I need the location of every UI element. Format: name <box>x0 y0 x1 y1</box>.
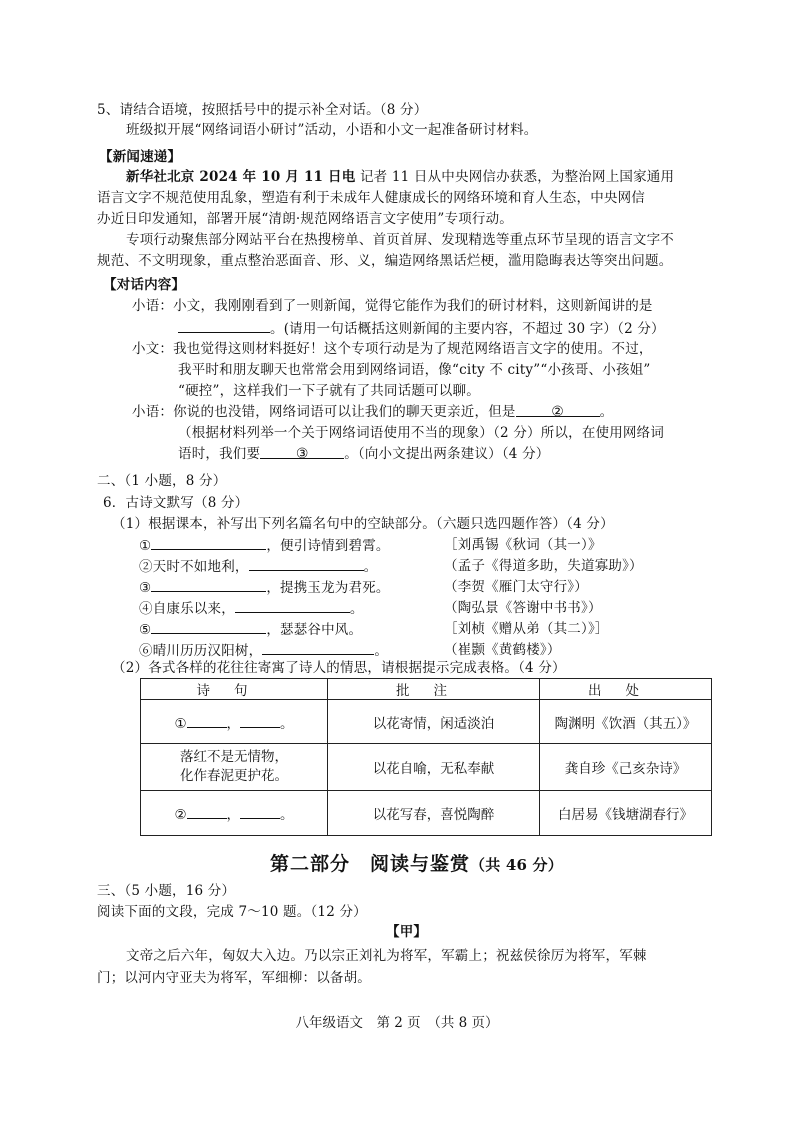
recite-source-3: （李贺《雁门太守行》） <box>444 579 588 595</box>
dialog-xiaoyu-1b-text: 。(请用一句话概括这则新闻的主要内容，不超过 30 字）（2 分） <box>270 321 665 337</box>
recite-source-5: ［刘桢《赠从弟（其二）》］ <box>444 621 609 637</box>
news-header: 【新闻速递】 <box>99 149 182 165</box>
news-line-1 <box>126 167 674 187</box>
note-cell: 以花写春，喜悦陶醉 <box>328 791 540 836</box>
q5-intro: 班级拟开展“网络词语小研讨”活动，小语和小文一起准备研讨材料。 <box>126 122 538 138</box>
page-footer: 八年级语文 第 2 页 （共 8 页） <box>295 1015 499 1031</box>
part-2-title: 第二部分 阅读与鉴赏 <box>270 853 471 875</box>
q5-title: 5、请结合语境，按照括号中的提示补全对话。（8 分） <box>97 102 428 118</box>
section-2-title: 二、（1 小题，8 分） <box>97 473 227 489</box>
recite-item-5 <box>139 619 362 640</box>
table-header-row <box>141 679 712 700</box>
item-text: 天时不如地利， <box>152 559 249 575</box>
table-row <box>141 700 712 744</box>
poem-sep: ， <box>226 715 241 732</box>
dialog-xiaoyu-2d-text: 。（向小文提出两条建议）（4 分） <box>344 446 550 462</box>
source-cell: 白居易《钱塘湖春行》 <box>540 791 712 836</box>
item-text-end: 。 <box>363 559 378 575</box>
note-cell: 以花自喻，无私奉献 <box>328 744 540 791</box>
recite-source-6: （崔颢《黄鹤楼》） <box>444 642 561 658</box>
news-lead: 新华社北京 2024 年 10 月 11 日电 <box>126 169 356 185</box>
item-text-end: 。 <box>349 601 364 617</box>
news-text: 记者 11 日从中央网信办获悉，为整治网上国家通用 <box>355 169 675 185</box>
recite-blank-6[interactable] <box>262 640 374 655</box>
item-text: 晴川历历汉阳树， <box>152 643 263 659</box>
dialog-xiaoyu-2a-text: 小语：你说的也没错，网络词语可以让我们的聊天更亲近，但是 <box>132 404 516 420</box>
item-text: ，提携玉龙为君死。 <box>266 580 390 596</box>
part-2-heading <box>270 852 563 878</box>
answer-blank-3[interactable]: ③ <box>260 444 344 459</box>
q6-title: 6．古诗文默写（8 分） <box>103 495 249 511</box>
recite-source-2: （孟子《得道多助，失道寡助》） <box>444 558 643 574</box>
recite-blank-3[interactable] <box>151 577 266 592</box>
poem-cell <box>141 744 328 791</box>
poem-blank-2b[interactable] <box>240 804 280 819</box>
section-3-title: 三、（5 小题，16 分） <box>97 883 236 899</box>
recite-blank-4[interactable] <box>235 598 350 613</box>
item-number: ② <box>139 559 153 575</box>
header-note: 批注 <box>328 679 540 700</box>
recite-blank-1[interactable] <box>151 535 266 550</box>
dialog-xiaoyu-2c <box>178 444 549 464</box>
passage-line-1: 文帝之后六年，匈奴大入边。乃以宗正刘礼为将军，军霸上；祝兹侯徐厉为将军，军棘 <box>126 948 647 964</box>
header-poem: 诗句 <box>141 679 328 700</box>
table-row <box>141 791 712 836</box>
poem-blank-1a[interactable] <box>187 713 227 728</box>
dialog-xiaowen-c: “硬控”，这样我们一下子就有了共同话题可以聊。 <box>178 383 480 399</box>
poem-end: 。 <box>280 807 294 823</box>
news-line-5: 规范、不文明现象，重点整治恶面音、形、义，编造网络黑话烂梗，滥用隐晦表达等突出问题。 <box>97 253 673 269</box>
news-line-2: 语言文字不规范使用乱象，塑造有利于未成年人健康成长的网络环境和育人生态，中央网信 <box>97 190 645 206</box>
recite-source-1: ［刘禹锡《秋词（其一）》 <box>444 537 602 553</box>
poem-mark: ① <box>174 715 187 732</box>
recite-blank-2[interactable] <box>249 556 364 571</box>
poem-line-2: 化作春泥更护花。 <box>180 768 288 784</box>
table-row <box>141 744 712 791</box>
item-text: 自康乐以来， <box>152 601 235 617</box>
dialog-xiaoyu-2a <box>132 402 613 422</box>
news-line-3: 办近日印发通知，部署开展“清朗·规范网络语言文字使用”专项行动。 <box>97 211 513 227</box>
dialog-xiaoyu-2b: （根据材料列举一个关于网络词语使用不当的现象）（2 分）所以，在使用网络词 <box>178 425 665 441</box>
note-cell: 以花寄情，闲适淡泊 <box>328 700 540 744</box>
dialog-xiaoyu-2a-end: 。 <box>599 404 614 420</box>
poem-blank-2a[interactable] <box>187 804 227 819</box>
source-cell: 陶渊明《饮酒（其五）》 <box>540 700 712 744</box>
section-3-intro: 阅读下面的文段，完成 7～10 题。（12 分） <box>97 904 367 920</box>
item-number: ③ <box>139 580 152 596</box>
dialog-xiaowen-a: 小文：我也觉得这则材料挺好！这个专项行动是为了规范网络语言文字的使用。不过， <box>132 341 653 357</box>
answer-blank-2[interactable]: ② <box>516 402 600 417</box>
poem-blank-1b[interactable] <box>240 713 280 728</box>
recite-item-4 <box>139 598 364 619</box>
answer-blank-1[interactable] <box>178 318 270 333</box>
passage-line-2: 门；以河内守亚夫为将军，军细柳：以备胡。 <box>97 970 371 986</box>
item-text-end: 。 <box>374 643 389 659</box>
dialog-xiaoyu-1b <box>178 318 665 339</box>
recite-item-2 <box>139 556 377 577</box>
recite-blank-5[interactable] <box>151 619 266 634</box>
item-text: ，便引诗情到碧霄。 <box>266 538 390 554</box>
news-line-4: 专项行动聚焦部分网站平台在热搜榜单、首页首屏、发现精选等重点环节呈现的语言文字不 <box>126 232 674 248</box>
item-number: ⑥ <box>139 643 153 659</box>
source-cell: 龚自珍《己亥杂诗》 <box>540 744 712 791</box>
dialog-header: 【对话内容】 <box>103 277 186 293</box>
recite-item-3 <box>139 577 390 598</box>
item-number: ⑤ <box>139 622 152 638</box>
dialog-xiaowen-b: 我平时和朋友聊天也常常会用到网络词语，像“city 不 city”“小孩哥、小孩姐” <box>178 362 651 378</box>
item-text: ，瑟瑟谷中风。 <box>266 622 363 638</box>
part-2-score: （共 46 分） <box>470 856 563 874</box>
header-source: 出处 <box>540 679 712 700</box>
passage-jia-label: 【甲】 <box>386 924 428 940</box>
q6-part1: （1）根据课本，补写出下列名篇名句中的空缺部分。（六题只选四题作答）（4 分） <box>112 516 614 532</box>
item-number: ① <box>139 538 152 554</box>
poem-cell <box>141 700 328 744</box>
poem-cell <box>141 791 328 836</box>
q6-part2: （2）各式各样的花往往寄寓了诗人的情思，请根据提示完成表格。（4 分） <box>112 660 566 676</box>
poem-line-1: 落红不是无情物， <box>180 749 288 765</box>
dialog-xiaoyu-2c-text: 语时，我们要 <box>178 446 261 462</box>
item-number: ④ <box>139 601 153 617</box>
poem-end: 。 <box>280 715 294 732</box>
dialog-xiaoyu-1: 小语：小文，我刚刚看到了一则新闻，觉得它能作为我们的研讨材料，这则新闻讲的是 <box>132 298 653 314</box>
poem-mark: ② <box>174 807 187 823</box>
flower-poem-table <box>140 678 712 836</box>
recite-source-4: （陶弘景《答谢中书书》） <box>444 600 602 616</box>
poem-sep: ， <box>226 807 241 823</box>
recite-item-1 <box>139 535 390 556</box>
